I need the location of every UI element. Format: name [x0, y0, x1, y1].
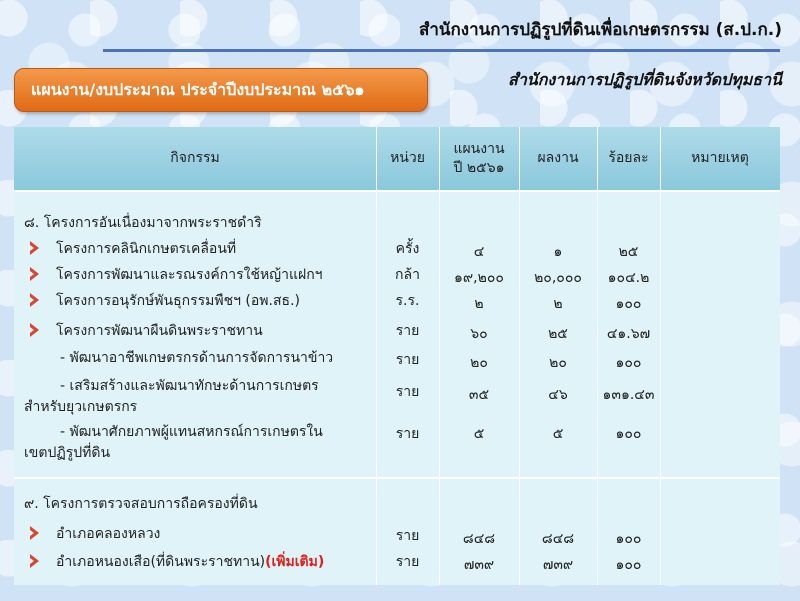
section-divider: [14, 477, 780, 479]
result-cell: ๗๓๙: [542, 557, 574, 573]
unit-cell: ครั้ง: [395, 241, 420, 257]
section9-title: ๙. โครงการตรวจสอบการถือครองที่ดิน: [24, 496, 258, 512]
unit-cell: ราย: [395, 384, 420, 400]
percent-cell: ๒๕: [618, 244, 639, 260]
activity-rice-farming: - พัฒนาอาชีพเกษตรกรด้านการจัดการนาข้าว: [60, 350, 334, 366]
activity-youth-skills: - เสริมสร้างและพัฒนาทักษะด้านการเกษตร: [60, 378, 319, 394]
col-plan-line2: ปี ๒๕๖๑: [453, 159, 505, 176]
plan-cell: ๑๙,๒๐๐: [454, 270, 504, 286]
unit-cell: ราย: [395, 554, 420, 570]
activity-khlong-luang: อำเภอคลองหลวง: [56, 526, 161, 542]
col-result: ผลงาน: [537, 150, 579, 166]
percent-cell: ๑๐๐: [615, 557, 642, 573]
unit-cell: ราย: [395, 323, 420, 339]
unit-cell: ราย: [395, 352, 420, 368]
header-divider: [14, 190, 780, 192]
budget-table: [14, 127, 780, 585]
title-divider: [103, 49, 780, 52]
percent-cell: ๔๑.๖๗: [606, 326, 651, 342]
plan-cell: ๓๕: [468, 387, 490, 403]
result-cell: ๒๕: [548, 326, 568, 342]
col-plan: [439, 127, 519, 190]
unit-cell: ราย: [395, 528, 420, 544]
activity-vetiver: โครงการพัฒนาและรณรงค์การใช้หญ้าแฝกฯ: [56, 267, 323, 283]
plan-cell: ๔: [473, 244, 485, 260]
activity-nong-suea-label: อำเภอหนองเสือ(ที่ดินพระราชทาน): [56, 554, 266, 570]
percent-cell: ๑๓๑.๔๓: [602, 387, 655, 403]
activity-coop-reps: - พัฒนาศักยภาพผู้แทนสหกรณ์การเกษตรใน: [60, 424, 323, 440]
bullet-arrow-icon: [30, 526, 39, 540]
activity-plant-genetics: โครงการอนุรักษ์พันธุกรรมพืชฯ (อพ.สธ.): [56, 293, 300, 309]
org-title: สำนักงานการปฏิรูปที่ดินเพื่อเกษตรกรรม (ส.ป.ก.): [418, 20, 782, 40]
plan-cell: ๒๐: [470, 355, 488, 371]
col-activity: กิจกรรม: [170, 150, 220, 166]
unit-cell: กล้า: [395, 267, 420, 283]
plan-cell: ๒: [474, 296, 484, 312]
percent-cell: ๑๐๐: [615, 531, 642, 547]
result-cell: ๘๔๘: [541, 531, 575, 547]
percent-cell: ๑๐๐: [615, 296, 642, 312]
unit-cell: ราย: [395, 426, 420, 442]
bullet-arrow-icon: [30, 293, 39, 307]
bullet-arrow-icon: [30, 241, 39, 255]
column-divider: [660, 127, 661, 585]
plan-badge: [14, 68, 428, 112]
section8-title: ๘. โครงการอันเนื่องมาจากพระราชดำริ: [24, 215, 262, 231]
result-cell: ๒: [553, 296, 563, 312]
activity-youth-skills-cont: สำหรับยุวเกษตรกร: [24, 399, 138, 415]
activity-royal-land: โครงการพัฒนาผืนดินพระราชทาน: [56, 323, 263, 339]
plan-cell: ๗๓๙: [463, 557, 495, 573]
activity-clinic: โครงการคลินิกเกษตรเคลื่อนที่: [56, 241, 237, 257]
percent-cell: ๑๐๐: [615, 355, 642, 371]
col-plan-line1: แผนงาน: [453, 140, 505, 157]
bullet-arrow-icon: [30, 323, 39, 337]
result-cell: ๒๐,๐๐๐: [534, 270, 582, 286]
activity-nong-suea: [56, 551, 324, 573]
result-cell: ๑: [553, 244, 563, 260]
activity-coop-reps-cont: เขตปฏิรูปที่ดิน: [24, 445, 111, 461]
plan-cell: ๖๐: [470, 326, 488, 342]
plan-cell: ๘๔๘: [462, 531, 496, 547]
result-cell: ๕: [552, 426, 564, 442]
col-remark: หมายเหตุ: [691, 150, 749, 166]
result-cell: ๒๐: [549, 355, 567, 371]
percent-cell: ๑๐๔.๒: [607, 270, 650, 286]
bullet-arrow-icon: [30, 554, 39, 568]
plan-cell: ๕: [473, 426, 485, 442]
bullet-arrow-icon: [30, 267, 39, 281]
unit-cell: ร.ร.: [395, 293, 420, 309]
col-percent: ร้อยละ: [608, 150, 649, 166]
percent-cell: ๑๐๐: [615, 426, 642, 442]
result-cell: ๔๖: [548, 387, 568, 403]
plan-badge-label: แผนงาน/งบประมาณ ประจำปีงบประมาณ ๒๕๖๑: [31, 79, 365, 99]
office-title: สำนักงานการปฏิรูปที่ดินจังหวัดปทุมธานี: [508, 70, 782, 89]
additional-tag: (เพิ่มเติม): [265, 554, 325, 570]
col-unit: หน่วย: [390, 150, 425, 166]
